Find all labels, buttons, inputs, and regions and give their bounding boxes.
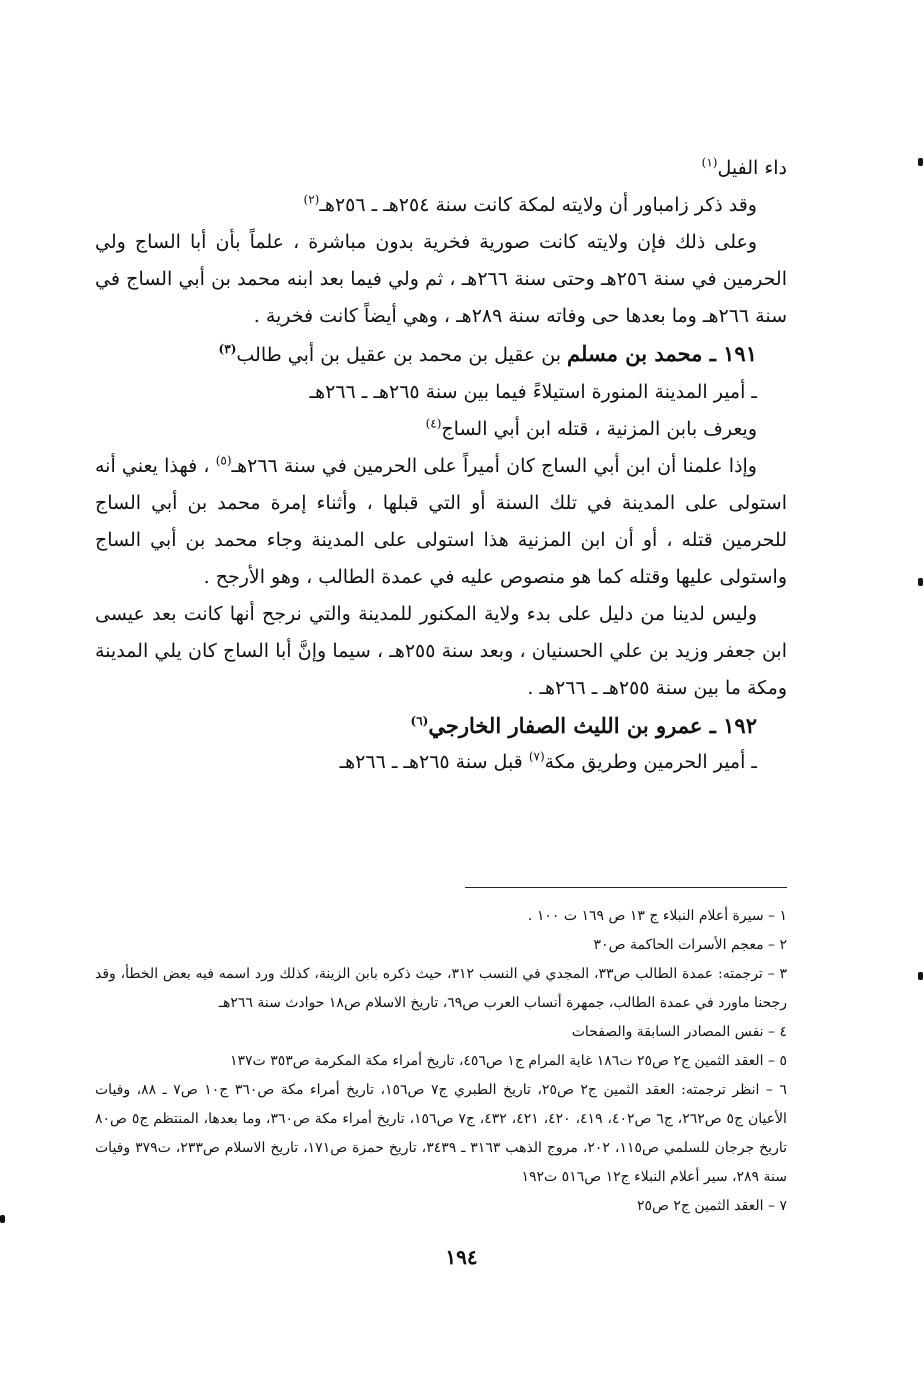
paragraph-6-text-b: ، فهذا يعني أنه استولى على المدينة في تلك السنة أو التي قبلها ، وأثناء إمرة محمد بن أبي الساج للحرمين قتله ، أو أن ابن المزنية هذا استولى على المدينة وجاء محمد بن أبي الساج واستولى عليها وقتله كما هو منصوص عليه في عمدة الطالب ، وهو الأرجح . (95, 455, 787, 588)
footnote-ref-6: (٦) (410, 714, 429, 728)
footnote-4: ٤ – نفس المصادر السابقة والصفحات (571, 1024, 787, 1040)
scan-margin-mark (0, 1215, 5, 1223)
footnotes (95, 902, 787, 1221)
footnote-ref-5: (٥) (215, 453, 232, 468)
footnote-ref-4: (٤) (425, 416, 442, 431)
entry-191-lineage: بن عقيل بن محمد بن عقيل بن أبي طالب (236, 344, 568, 366)
entry-192-title: ١٩٢ ـ عمرو بن الليث الصفار الخارجي (428, 713, 757, 738)
paragraph-1 (95, 150, 787, 187)
paragraph-8-text-b: قبل سنة ٢٦٥هـ ـ ٢٦٦هـ (339, 751, 529, 773)
page-number: ١٩٤ (445, 1245, 478, 1269)
paragraph-4: ـ أمير المدينة المنورة استيلاءً فيما بين سنة ٢٦٥هـ ـ ٢٦٦هـ (309, 381, 757, 403)
footnote-ref-2: (٢) (303, 192, 320, 207)
footnote-6: ٦ – انظر ترجمته: العقد الثمين ج٢ ص٢٥، تاريخ الطبري ج٧ ص١٥٦، تاريخ أمراء مكة ص٣٦٠ ج١٠ ص٧ ـ ٨٨، وفيات الأعيان ج٥ ص٢٦٢، ج٦ ص٤٠٢، ٤١٩، ٤٢٠، ٤٢١، ٤٣٢، ج٧ ص١٥٦، تاريخ أمراء مكة ص٣٦٠، وما بعدها، المنتظم ج٥ ص٨٠ تاريخ جرجان للسلمي ص١١٥، ٢٠٢، مروج الذهب ٣١٦٣ ـ ٣٤٣٩، تاريخ حمزة ص١٧١، تاريخ الاسلام ص٢٣٣، ت٣٧٩ وفيات سنة ٢٨٩، سير أعلام النبلاء ج١٢ ص٥١٦ ت١٩٢ (95, 1082, 788, 1185)
paragraph-8 (95, 744, 787, 781)
footnote-5: ٥ – العقد الثمين ج٢ ص٢٥ ت١٨٦ غاية المرام ج١ ص٤٥٦، تاريخ أمراء مكة المكرمة ص٣٥٣ ت١٣٧ (229, 1053, 787, 1069)
paragraph-7: وليس لدينا من دليل على بدء ولاية المكنور للمدينة والتي نرجح أنها كانت بعد عيسى ابن جعفر وزيد بن علي الحسنيان ، وبعد سنة ٢٥٥هـ ، سيما وإنَّ أبا الساج كان يلي المدينة ومكة ما بين سنة ٢٥٥هـ ـ ٢٦٦هـ . (95, 603, 787, 699)
paragraph-6 (95, 448, 787, 596)
scan-margin-mark (918, 972, 923, 980)
paragraph-6-text-a: وإذا علمنا أن ابن أبي الساج كان أميراً على الحرمين في سنة ٢٦٦هـ (231, 455, 757, 477)
footnote-separator (465, 887, 787, 888)
entry-heading-191 (95, 335, 787, 374)
main-text (95, 150, 787, 781)
footnote-2: ٢ – معجم الأسرات الحاكمة ص٣٠ (593, 937, 787, 953)
paragraph-8-text-a: ـ أمير الحرمين وطريق مكة (544, 751, 757, 773)
paragraph-2 (95, 187, 787, 224)
scan-margin-mark (918, 578, 923, 586)
paragraph-2-text: وقد ذكر زامباور أن ولايته لمكة كانت سنة ٢٥٤هـ ـ ٢٥٦هـ (319, 194, 757, 216)
footnote-1: ١ – سيرة أعلام النبلاء ج ١٣ ص ١٦٩ ت ١٠٠ . (527, 908, 787, 924)
footnote-ref-7: (٧) (528, 749, 545, 764)
paragraph-5-text: ويعرف بابن المزنية ، قتله ابن أبي الساج (441, 418, 757, 440)
footnote-ref-1: (١) (701, 155, 718, 170)
paragraph-1-text: داء الفيل (717, 157, 787, 179)
entry-191-title: ١٩١ ـ محمد بن مسلم (567, 341, 757, 366)
paragraph-5 (95, 411, 787, 448)
footnote-3: ٣ – ترجمته: عمدة الطالب ص٣٣، المجدي في النسب ٣١٢، حيث ذكره بابن الزينة، كذلك ورد اسمه فيه بعض الخطأ، وقد رجحنا ماورد في عمدة الطالب، جمهرة أنساب العرب ص٦٩، تاريخ الاسلام ص١٨ حوادث سنة ٢٦٦هـ (95, 966, 787, 1011)
entry-heading-192 (95, 707, 787, 744)
paragraph-3: وعلى ذلك فإن ولايته كانت صورية فخرية بدون مباشرة ، علماً بأن أبا الساج ولي الحرمين في سنة ٢٥٦هـ وحتى سنة ٢٦٦هـ ، ثم ولي فيما بعد ابنه محمد بن أبي الساج في سنة ٢٦٦هـ وما بعدها حى وفاته سنة ٢٨٩هـ ، وهي أيضاً كانت فخرية . (95, 231, 787, 327)
footnote-ref-3: (٣) (218, 342, 237, 356)
scan-margin-mark (918, 158, 923, 166)
footnote-7: ٧ – العقد الثمين ج٢ ص٢٥ (636, 1198, 787, 1214)
